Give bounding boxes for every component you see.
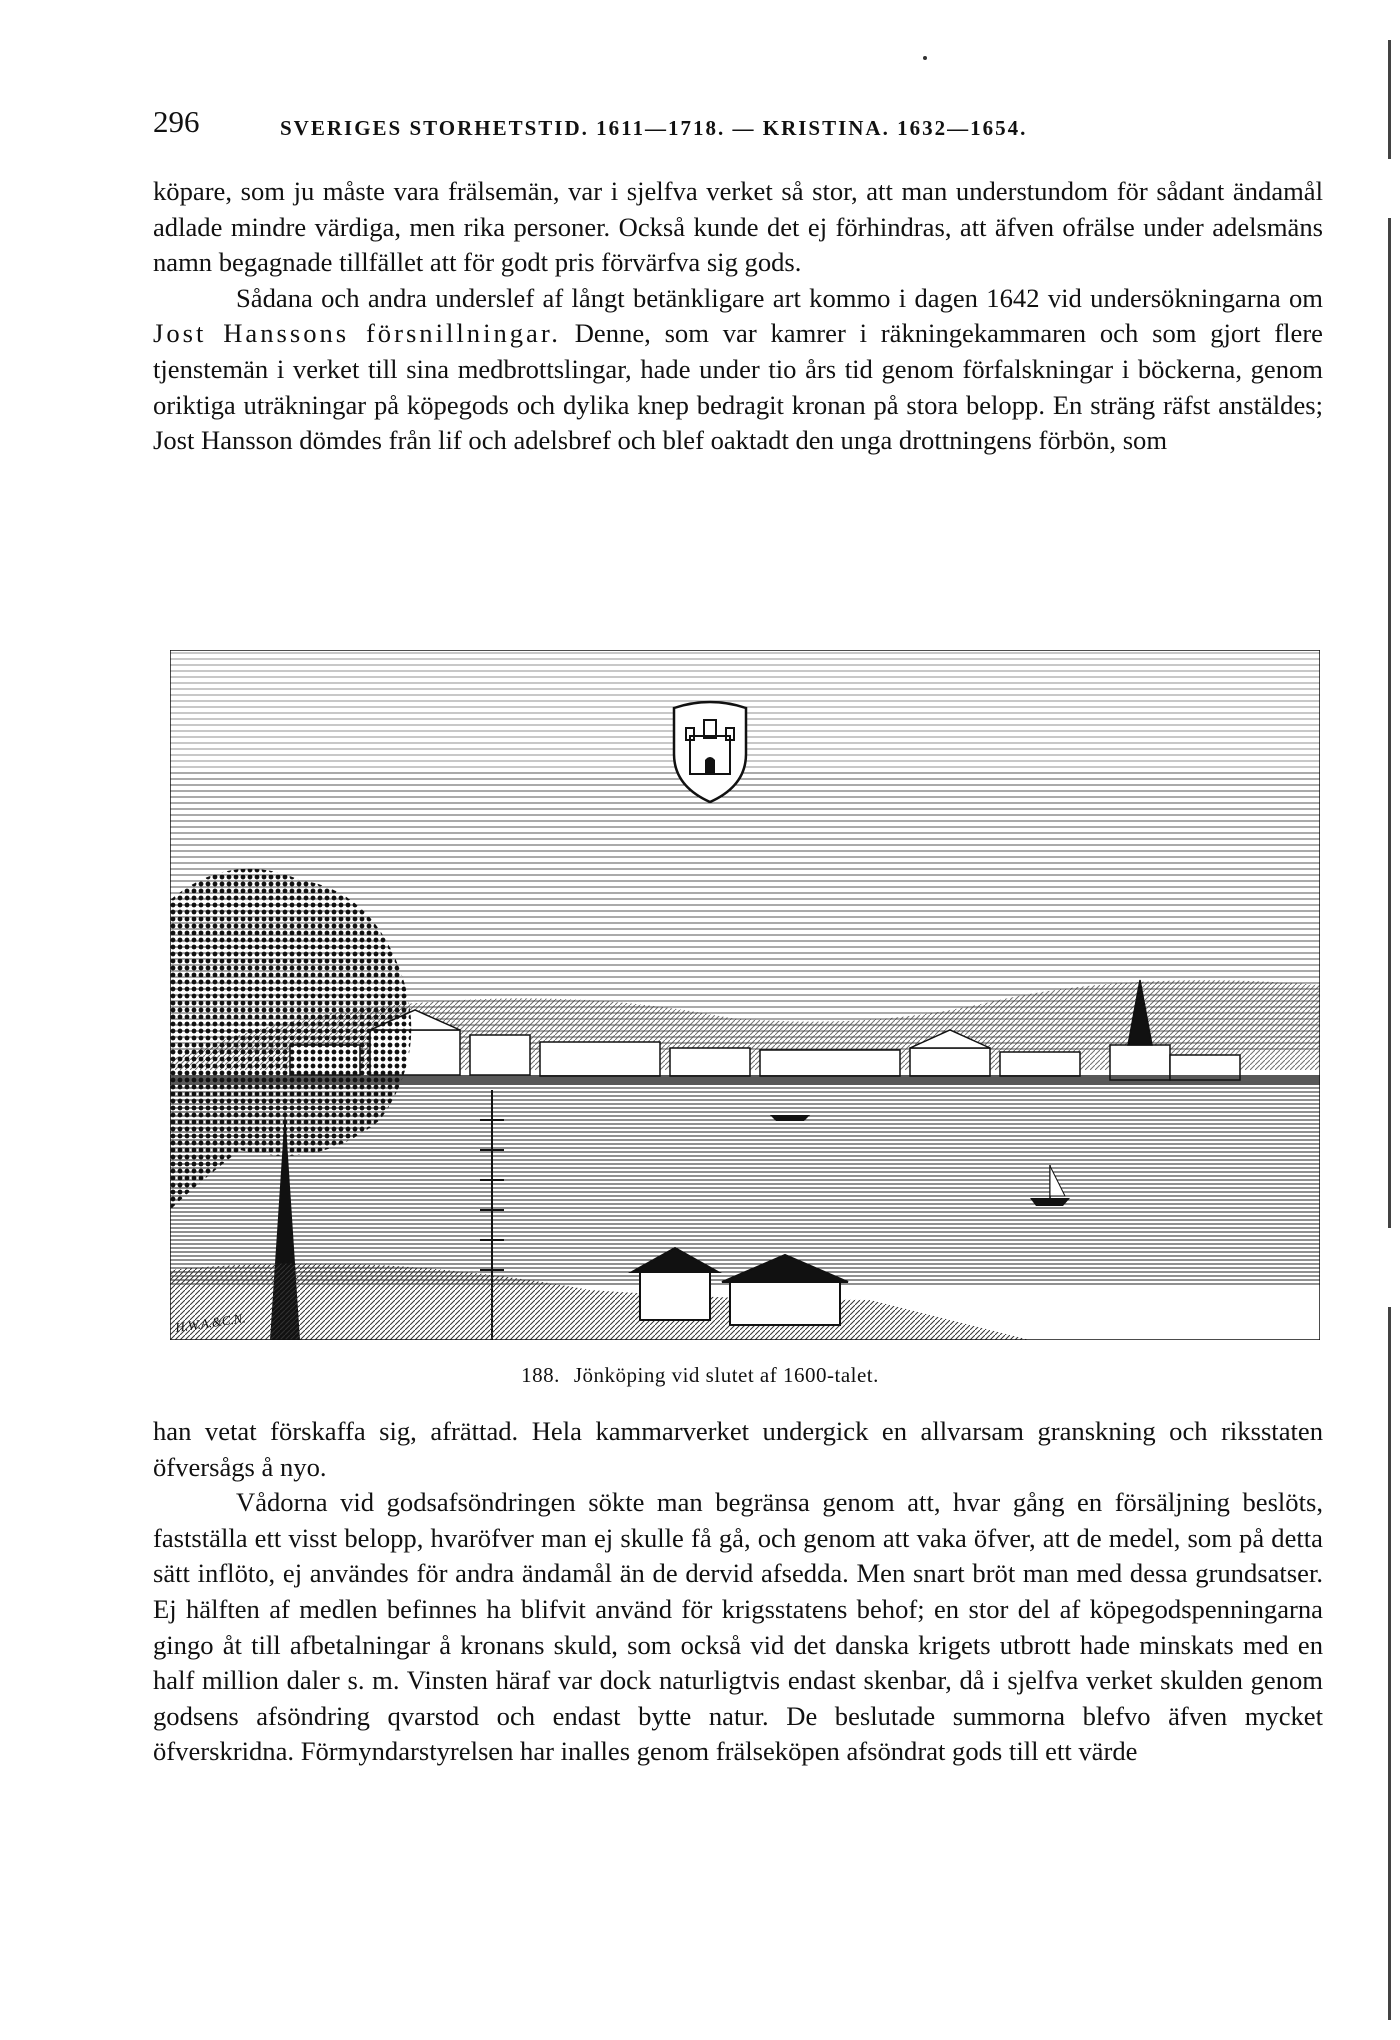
running-header (153, 104, 1323, 150)
paragraph: Vådorna vid godsafsöndringen sökte man begränsa genom att, hvar gång en försäljning beslöts, fastställa ett visst belopp, hvaröfver man ej skulle få gå, och genom att vaka öfver, att de medel, som på detta sätt inflöto, ej användes för andra ändamål än de dervid afsedda. Men snart bröt man med dessa grundsatser. Ej hälften af medlen befinnes ha blifvit använd för krigsstatens behof; en stor del af köpegodspenningarna gingo åt till afbetalningar å kronans skuld, som också vid det danska krigets utbrott hade minskats med en half million daler s. m. Vinsten häraf var dock naturligtvis endast skenbar, då i sjelfva verket skulden genom godsens afsöndring qvarstod och endast bytte natur. De beslutade summorna blefvo äfven mycket öfverskridna. Förmyndarstyrelsen har inalles genom frälseköpen afsöndrat gods till ett värde (153, 1487, 1323, 1767)
scan-margin-edge (1388, 40, 1391, 2020)
figure-number: 188. (521, 1363, 560, 1387)
scan-speck (923, 56, 927, 60)
bottom-text-block (153, 1414, 1323, 1770)
running-title: SVERIGES STORHETSTID. 1611—1718. — KRISTINA. 1632—1654. (280, 116, 1028, 140)
engraving-illustration (170, 650, 1320, 1340)
paragraph-start: Sådana och andra underslef af långt betänkligare art kommo i dagen 1642 vid undersökningarna om (236, 282, 1323, 313)
top-text-block (153, 174, 1323, 459)
paragraph (153, 281, 1323, 459)
figure-caption-text: Jönköping vid slutet af 1600-talet. (573, 1363, 879, 1387)
rowing-boat (770, 1115, 810, 1121)
figure-caption (0, 1363, 1400, 1388)
paragraph: han vetat förskaffa sig, afrättad. Hela kammarverket undergick en allvarsam granskning och riksstaten öfversågs å nyo. (153, 1416, 1323, 1482)
spaced-emphasis: Jost Hanssons försnillningar. (153, 318, 561, 349)
engraver-signature: H.W.A.&C.N. (174, 1310, 247, 1335)
paragraph-end: Denne, som var kamrer i räkningekammaren och som gjort flere tjenstemän i verket till sina medbrottslingar, hade under tio års tid genom förfalskningar i böckerna, genom oriktiga uträkningar på köpegods och dylika knep bedragit kronan på stora belopp. En sträng räfst anstäldes; Jost Hansson dömdes från lif och adelsbref och blef oaktadt den unga drottningens förbön, som (153, 318, 1323, 456)
paragraph: köpare, som ju måste vara frälsemän, var i sjelfva verket så stor, att man understundom för sådant ändamål adlade mindre värdiga, men rika personer. Också kunde det ej förhindras, att äfven ofrälse under adelsmäns namn begagnade tillfället att för godt pris förvärfva sig gods. (153, 176, 1323, 278)
page-number: 296 (153, 104, 200, 139)
